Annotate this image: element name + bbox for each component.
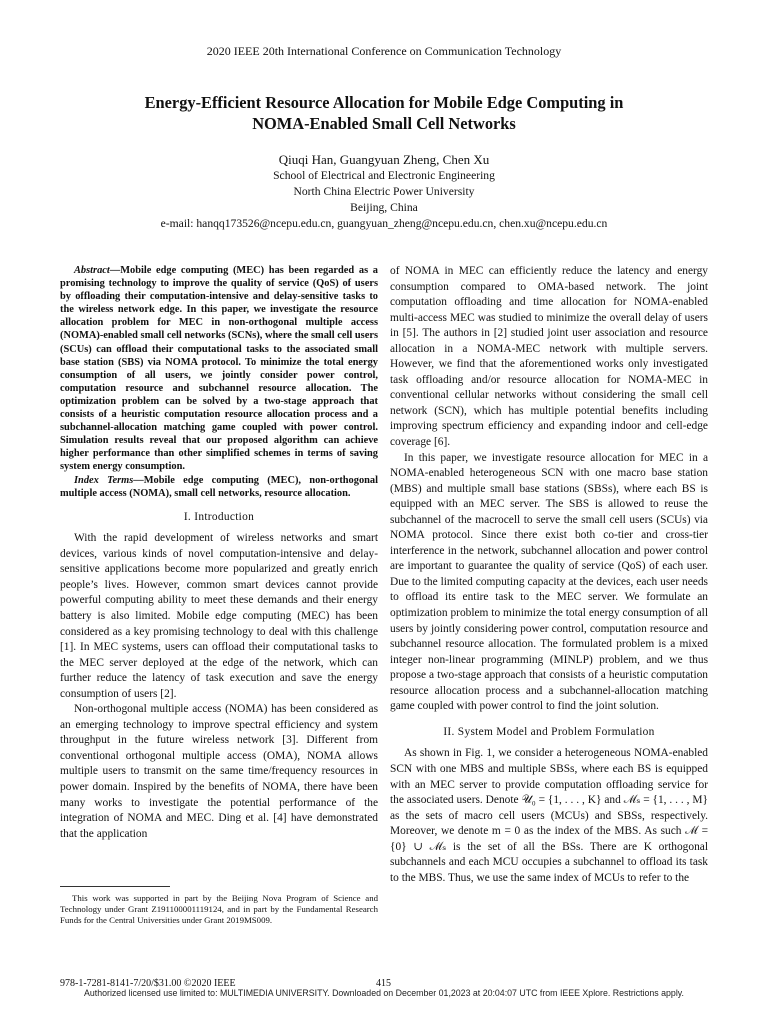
author-names: Qiuqi Han, Guangyuan Zheng, Chen Xu [278, 152, 490, 167]
author-emails: e-mail: hanqq173526@ncepu.edu.cn, guangyuan_zheng@ncepu.edu.cn, chen.xu@ncepu.edu.cn [160, 217, 608, 230]
intro-paragraph-2: Non-orthogonal multiple access (NOMA) has been considered as an emerging technology to improve spectral efficiency and system throughput in the future wireless network [3]. Different from conventional orthogonal multiple access (OMA), NOMA allows multiple users to transmit on the same time/frequency resources in power domain. Inspired by the benefits of NOMA, there have been many works to investigate the potential performance of the integration of NOMA and MEC. Ding et al. [4] have demonstrated that the application [60, 703, 378, 840]
intro-paragraph-4: In this paper, we investigate resource allocation for MEC in a NOMA-enabled heterogeneous SCN with one macro base station (MBS) and multiple small base stations (SBSs), where each BS is equipped with an MEC server. The SBS is allowed to reuse the subchannel of the macrocell to serve the small cell users (SCUs) via NOMA protocol. Since there exist both co-tier and cross-tier interference in the network, subchannel allocation and power control are important to guarantee the quality of service (QoS) of each user. Due to the limited computing capacity at the devices, each user needs to offload its entire task to the MEC server. We formulate an optimization problem to minimize the total energy consumption of all users by jointly considering power control, computation resource and subchannel resource allocation. The formulated problem is a mixed integer non-linear programming (MINLP) problem, and we thus propose a two-stage approach that consists of a heuristic computation resource allocation process and a subchannel-allocation matching game coupled with power control to find the joint solution. [390, 451, 708, 713]
abstract-label: Abstract [74, 265, 110, 276]
section-heading-introduction: I. Introduction [183, 510, 255, 523]
left-column [60, 264, 378, 842]
index-terms [60, 474, 378, 500]
affiliation-city: Beijing, China [350, 201, 418, 214]
author-block [0, 152, 768, 232]
right-column [390, 264, 708, 886]
affiliation-school: School of Electrical and Electronic Engineering [273, 169, 495, 182]
affiliation-university: North China Electric Power University [293, 185, 475, 198]
conference-header: 2020 IEEE 20th International Conference on Communication Technology [206, 44, 562, 58]
index-terms-text: —Mobile edge computing (MEC), non-orthogonal multiple access (NOMA), small cell networks, resource allocation. [60, 474, 378, 499]
paper-title [40, 92, 728, 134]
funding-footnote: This work was supported in part by the Beijing Nova Program of Science and Technology under Grant Z191100001119124, and in part by the Fundamental Research Funds for the Central Universities under Grant 2019MS009. [60, 893, 378, 925]
intro-paragraph-1: With the rapid development of wireless networks and smart devices, various kinds of novel computation-intensive and delay-sensitive applications become more popularized and greatly enrich people’s lives. However, common smart devices cannot provide powerful computing ability to meet these demands and their energy battery is also limited. Mobile edge computing (MEC) has been considered as a key promising technology to deal with this challenge [1]. In MEC systems, users can offload their computational tasks to the MEC server deployed at the edge of the network, which can further reduce the latency of task execution and save the energy consumption of users [2]. [60, 532, 378, 700]
index-terms-label: Index Terms [74, 474, 134, 486]
section-heading-system-model: II. System Model and Problem Formulation [443, 725, 655, 738]
abstract [60, 264, 378, 474]
system-model-paragraph-1: As shown in Fig. 1, we consider a heterogeneous NOMA-enabled SCN with one MBS and multiple SBSs, where each BS is equipped with an MEC server to provide computation offloading service for the associated users. Denote 𝒰₀ = {1, . . . , K} and ℳₛ = {1, . . . , M} as the sets of macro cell users (MCUs) and SBSs, respectively. Moreover, we denote m = 0 as the index of the MBS. As such ℳ = {0} ∪ ℳₛ is the set of all the BSs. There are K orthogonal subchannels and each MCU occupies a subchannel to offload its task to the MBS. Thus, we use the same index of MCUs to refer to the [390, 747, 708, 884]
license-notice: Authorized licensed use limited to: MULTIMEDIA UNIVERSITY. Downloaded on December 01,2023 at 20:04:07 UTC from IEEE Xplore. Restrictions apply. [84, 988, 684, 998]
abstract-text: —Mobile edge computing (MEC) has been regarded as a promising technology to improve the quality of service (QoS) of users by offloading their computation-intensive and delay-sensitive tasks to the wireless network edge. In this paper, we investigate the resource allocation problem for MEC in non-orthogonal multiple access (NOMA)-enabled small cell networks (SCNs), where the small cell users (SCUs) can offload their computational tasks to the associated small base station (SBS) via NOMA protocol. To minimize the total energy consumption of all users, we jointly consider power control, computation resource and subchannel resource allocation. The optimization problem can be solved by a two-stage approach that consists of a heuristic computation resource allocation process and a subchannel-allocation matching game coupled with power control. Simulation results reveal that our proposed algorithm can achieve higher performance than other simplified schemes in terms of saving system energy consumption. [60, 265, 378, 473]
title-line-2: NOMA-Enabled Small Cell Networks [252, 114, 516, 133]
title-line-1: Energy-Efficient Resource Allocation for Mobile Edge Computing in [144, 93, 624, 112]
isbn-copyright: 978-1-7281-8141-7/20/$31.00 ©2020 IEEE [60, 978, 236, 989]
intro-paragraph-3: of NOMA in MEC can efficiently reduce the latency and energy consumption compared to OMA-based network. The joint computation offloading and time allocation for NOMA-enabled multi-access MEC was studied to minimize the overall delay of users in [5]. The authors in [2] studied joint user association and resource allocation in a NOMA-MEC network with multiple servers. However, we find that the aforementioned works only investigated task offloading and/or resource allocation for NOMA-MEC in conventional cellular networks without considering the small cell network (SCN), which has multiple potential benefits including improving spectrum efficiency and expanding indoor and cell-edge coverage [6]. [390, 265, 708, 449]
page-number: 415 [376, 978, 391, 989]
footnote-divider [60, 886, 170, 887]
